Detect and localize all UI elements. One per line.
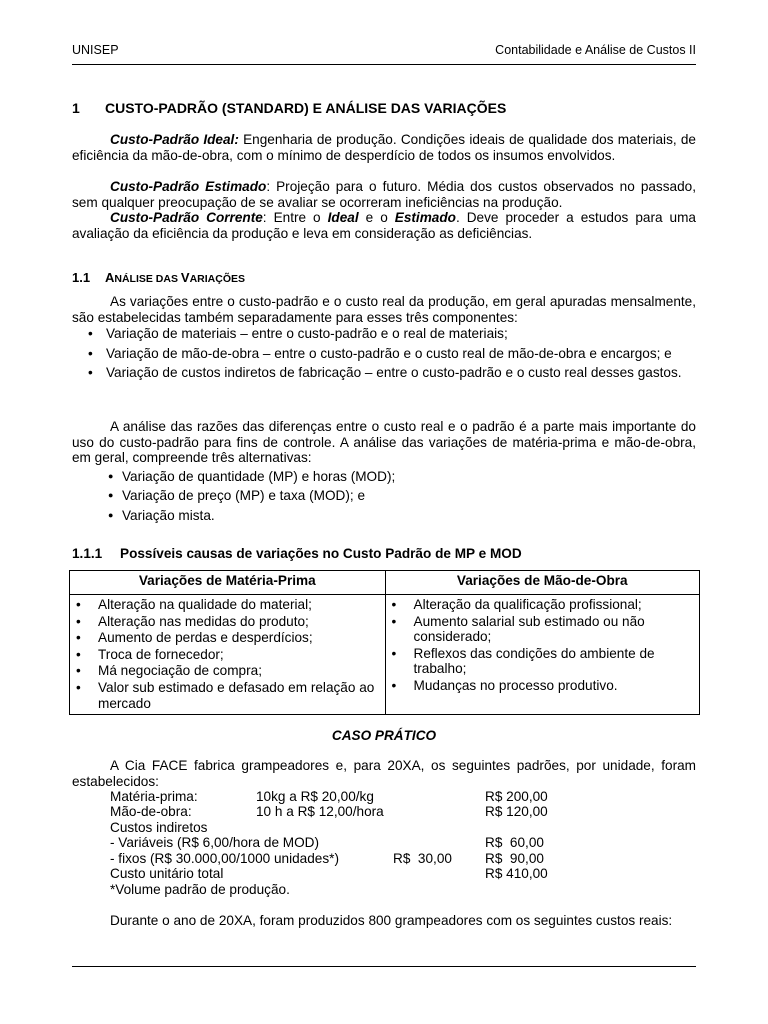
footer-rule [72,966,696,967]
standard-row-fixos [110,851,610,867]
caso-closing: Durante o ano de 20XA, foram produzidos 800 grampeadores com os seguintes custos reais: [110,913,673,928]
term-estimado: Custo-Padrão Estimado [110,179,267,194]
row-label: - fixos (R$ 30.000,00/1000 unidades*) [110,851,339,866]
row-total: R$ 120,00 [485,804,548,819]
row-label: *Volume padrão de produção. [110,882,290,897]
table-header-row [70,571,700,595]
column-header-materia-prima: Variações de Matéria-Prima [70,571,386,595]
title-small-ariacoes: ARIAÇÕES [189,273,246,285]
analysis-block [72,419,696,528]
row-label: Matéria-prima: [110,789,198,804]
section-1-1-number: 1.1 [72,270,91,285]
section-1-1-1-title: Possíveis causas de variações no Custo Padrão de MP e MOD [120,546,522,561]
standard-footnote [110,882,610,898]
term-estimado-ref: Estimado [394,210,456,225]
row-total: R$ 60,00 [485,835,544,850]
list-item: • Troca de fornecedor; [74,647,381,663]
row-total: R$ 90,00 [485,851,544,866]
section-1-1-1-number: 1.1.1 [72,546,103,561]
caso-intro: A Cia FACE fabrica grampeadores e, para 20XA, os seguintes padrões, por unidade, foram estabelecidos: [72,758,696,789]
table-row [70,595,700,715]
text-corrente-3: . Deve proceder a estudos para uma avaliação da eficiência da produção e leva em consideração as deficiências. [72,210,696,241]
term-ideal-ref: Ideal [327,210,359,225]
row-subtotal: R$ 30,00 [393,851,452,866]
list-item: ● Variação de preço (MP) e taxa (MOD); e [72,488,696,504]
term-corrente: Custo-Padrão Corrente [110,210,263,225]
text-ideal: Engenharia de produção. Condições ideais de qualidade dos materiais, de eficiência da mão-de-obra, com o mínimo de desperdício de todos os insumos envolvidos. [72,132,696,163]
list-item: • Alteração na qualidade do material; [74,597,381,613]
row-label: - Variáveis (R$ 6,00/hora de MOD) [110,835,320,850]
list-item: • Variação de materiais – entre o custo-padrão e o real de materiais; [72,326,696,342]
title-cap-a: A [105,270,115,285]
standard-row-custos-indiretos [110,820,610,836]
row-total: R$ 200,00 [485,789,548,804]
row-label: Mão-de-obra: [110,804,192,819]
list-item: • Aumento de perdas e desperdícios; [74,630,381,646]
list-item: • Valor sub estimado e defasado em relação ao mercado [74,680,381,711]
list-item: • Alteração da qualificação profissional; [390,597,696,613]
page-header [72,43,696,59]
list-item: • Má negociação de compra; [74,663,381,679]
list-item: ● Variação mista. [72,508,696,524]
variations-intro: As variações entre o custo-padrão e o custo real da produção, em geral apuradas mensalmente, são estabelecidas também separadamente para esses três componentes: [72,294,696,325]
column-header-mao-de-obra: Variações de Mão-de-Obra [385,571,700,595]
text-estimado: : Projeção para o futuro. Média dos custos observados no passado, sem qualquer preocupação de se avaliar se ocorreram ineficiências na produção. [72,179,696,210]
mao-de-obra-causes [385,595,700,715]
components-list [72,326,696,381]
list-item: • Aumento salarial sub estimado ou não considerado; [390,614,696,645]
list-item: ● Variação de quantidade (MP) e horas (MOD); [72,469,696,485]
variations-block [72,294,696,385]
header-rule [72,64,696,65]
section-1-title: CUSTO-PADRÃO (STANDARD) E ANÁLISE DAS VARIAÇÕES [105,100,507,116]
standard-row-mao-de-obra [110,804,610,820]
section-1-1-heading [72,270,245,288]
header-course-title: Contabilidade e Análise de Custos II [495,43,696,57]
list-item: • Alteração nas medidas do produto; [74,614,381,630]
caso-pratico-title: CASO PRÁTICO [331,728,437,743]
causes-table [69,570,700,715]
row-detail: 10kg a R$ 20,00/kg [256,789,374,804]
analysis-paragraph: A análise das razões das diferenças entre o custo real e o padrão é a parte mais importante do uso do custo-padrão para fins de controle. A análise das variações de matéria-prima e mão-de-obra, em geral, compreende três alternativas: [72,419,696,466]
paragraph-ideal [72,132,696,163]
paragraph-corrente [72,210,696,241]
list-item: • Variação de mão-de-obra – entre o custo-padrão e o custo real de mão-de-obra e encargos; e [72,346,696,362]
section-1-1-1-heading [72,546,522,562]
text-corrente-2: e o [358,210,395,225]
paragraph-estimado [72,179,696,210]
list-item: • Reflexos das condições do ambiente de trabalho; [390,646,696,677]
standard-row-variaveis [110,835,610,851]
row-detail: 10 h a R$ 12,00/hora [256,804,384,819]
title-small-nalise: NÁLISE DAS [114,273,181,285]
term-ideal: Custo-Padrão Ideal: [110,132,239,147]
list-item: • Mudanças no processo produtivo. [390,678,696,694]
title-cap-v: V [180,270,190,285]
materia-prima-causes [70,595,386,715]
section-1-heading [72,101,506,117]
list-item: • Variação de custos indiretos de fabricação – entre o custo-padrão e o custo real desses gastos. [72,365,696,381]
section-1-number: 1 [72,100,80,116]
row-label: Custo unitário total [110,866,224,881]
alternatives-list [72,469,696,524]
row-label: Custos indiretos [110,820,208,835]
text-corrente-1: : Entre o [262,210,328,225]
standard-row-custo-total [110,866,610,882]
standard-row-materia-prima [110,789,610,805]
row-total: R$ 410,00 [485,866,548,881]
header-institution: UNISEP [72,43,119,57]
